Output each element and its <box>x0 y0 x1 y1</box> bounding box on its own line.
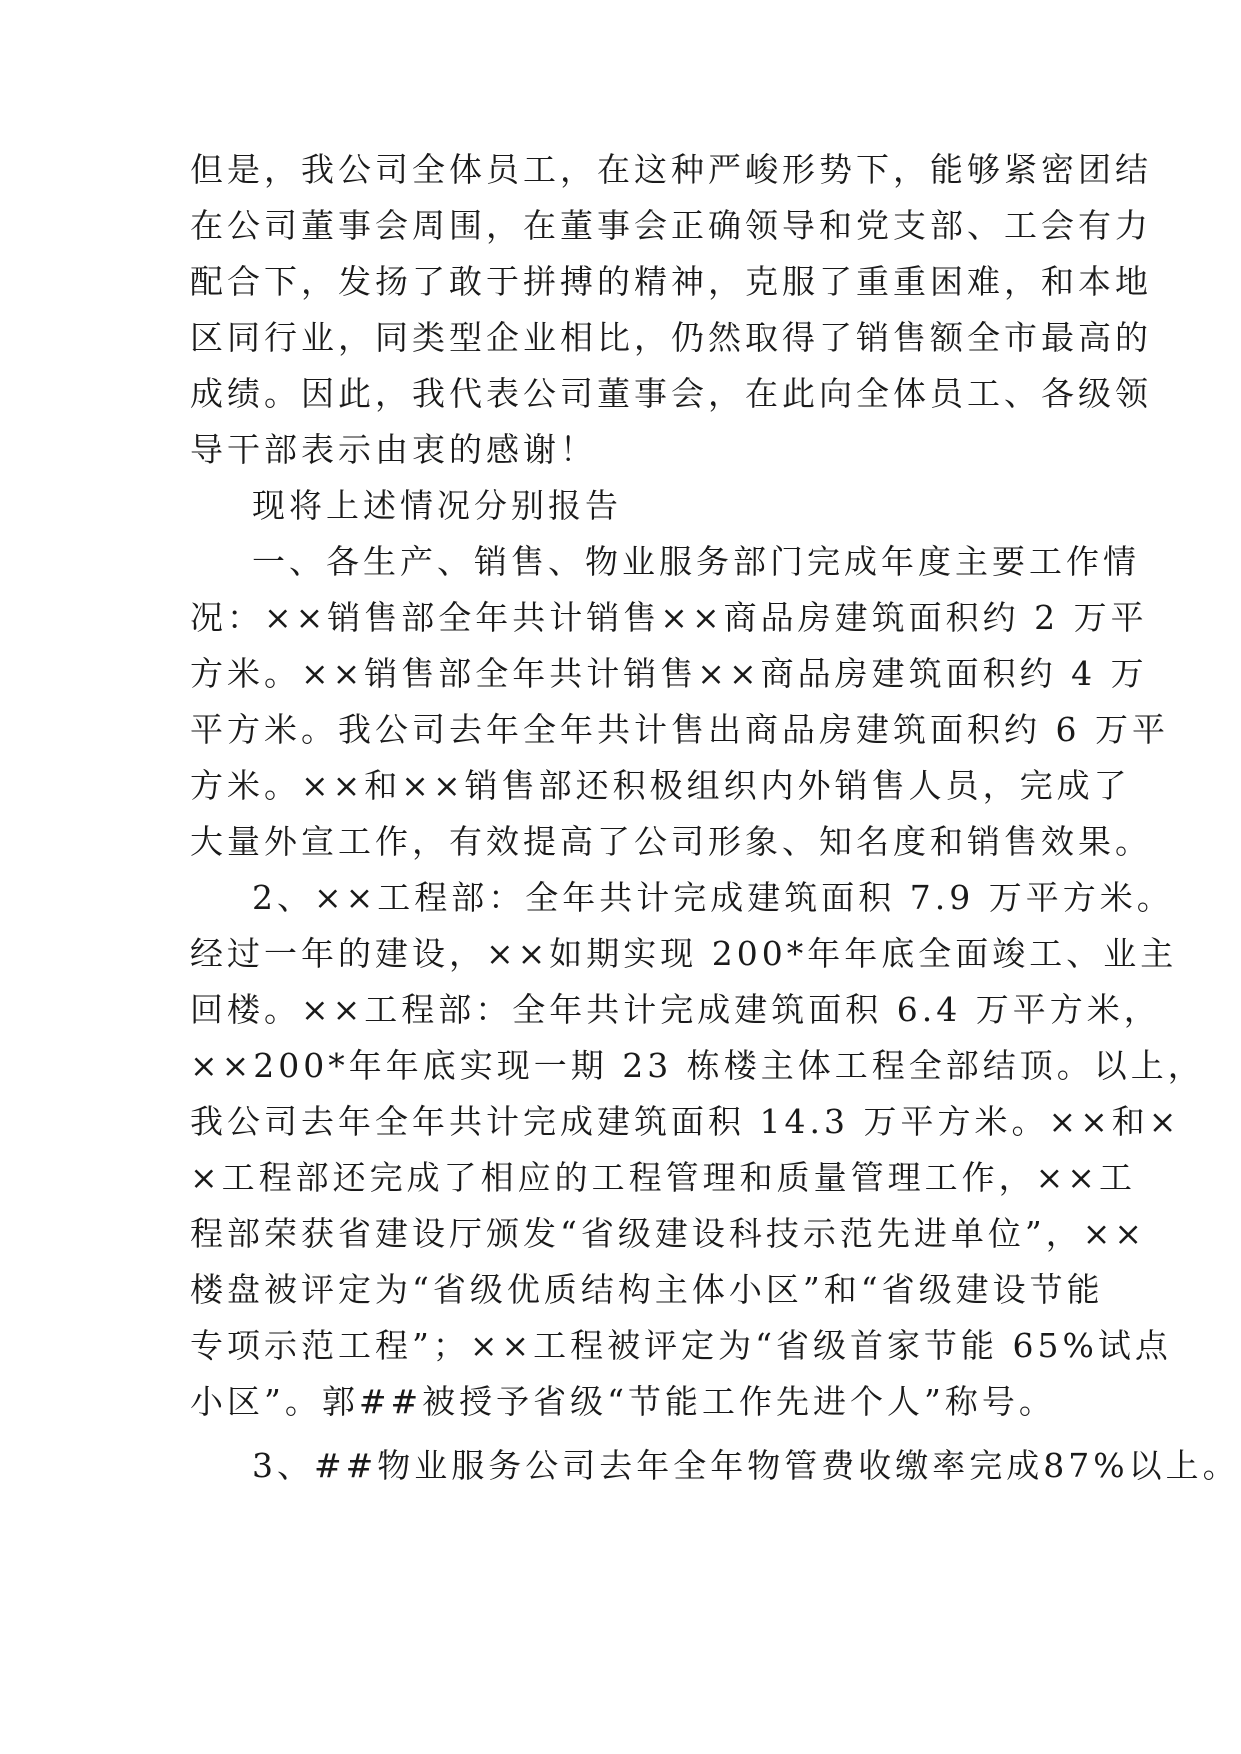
paragraph-line: 成绩。因此，我代表公司董事会，在此向全体员工、各级领 <box>190 374 1152 413</box>
paragraph-line: 小区”。郭##被授予省级“节能工作先进个人”称号。 <box>190 1382 1056 1421</box>
paragraph-line: 回楼。××工程部：全年共计完成建筑面积 6.4 万平方米， <box>190 990 1161 1029</box>
paragraph-line: 平方米。我公司去年全年共计售出商品房建筑面积约 6 万平 <box>190 710 1169 749</box>
paragraph-line: 3、##物业服务公司去年全年物管费收缴率完成87%以上。 <box>252 1446 1240 1485</box>
paragraph-line: 配合下，发扬了敢于拼搏的精神，克服了重重困难，和本地 <box>190 262 1152 301</box>
paragraph-line: 大量外宣工作，有效提高了公司形象、知名度和销售效果。 <box>190 822 1152 861</box>
paragraph-line: 方米。××和××销售部还积极组织内外销售人员，完成了 <box>190 766 1131 805</box>
paragraph-line: ××200*年年底实现一期 23 栋楼主体工程全部结顶。以上， <box>190 1046 1205 1085</box>
paragraph-line: 程部荣获省建设厅颁发“省级建设科技示范先进单位”，×× <box>190 1214 1147 1253</box>
paragraph-line: 况：××销售部全年共计销售××商品房建筑面积约 2 万平 <box>190 598 1148 637</box>
paragraph-line: 我公司去年全年共计完成建筑面积 14.3 万平方米。××和× <box>190 1102 1181 1141</box>
paragraph-line: 2、××工程部：全年共计完成建筑面积 7.9 万平方米。 <box>252 878 1174 917</box>
paragraph-line: 区同行业，同类型企业相比，仍然取得了销售额全市最高的 <box>190 318 1152 357</box>
paragraph-line: 现将上述情况分别报告 <box>252 486 622 525</box>
paragraph-line: 经过一年的建设，××如期实现 200*年年底全面竣工、业主 <box>190 934 1178 973</box>
paragraph-line: 但是，我公司全体员工，在这种严峻形势下，能够紧密团结 <box>190 150 1152 189</box>
paragraph-line: 导干部表示由衷的感谢！ <box>190 430 597 469</box>
paragraph-line: 在公司董事会周围，在董事会正确领导和党支部、工会有力 <box>190 206 1152 245</box>
paragraph-line: 楼盘被评定为“省级优质结构主体小区”和“省级建设节能 <box>190 1270 1104 1309</box>
paragraph-line: 专项示范工程”；××工程被评定为“省级首家节能 65%试点 <box>190 1326 1172 1365</box>
paragraph-line: 一、各生产、销售、物业服务部门完成年度主要工作情 <box>252 542 1140 581</box>
paragraph-line: 方米。××销售部全年共计销售××商品房建筑面积约 4 万 <box>190 654 1148 693</box>
paragraph-line: ×工程部还完成了相应的工程管理和质量管理工作，××工 <box>190 1158 1136 1197</box>
